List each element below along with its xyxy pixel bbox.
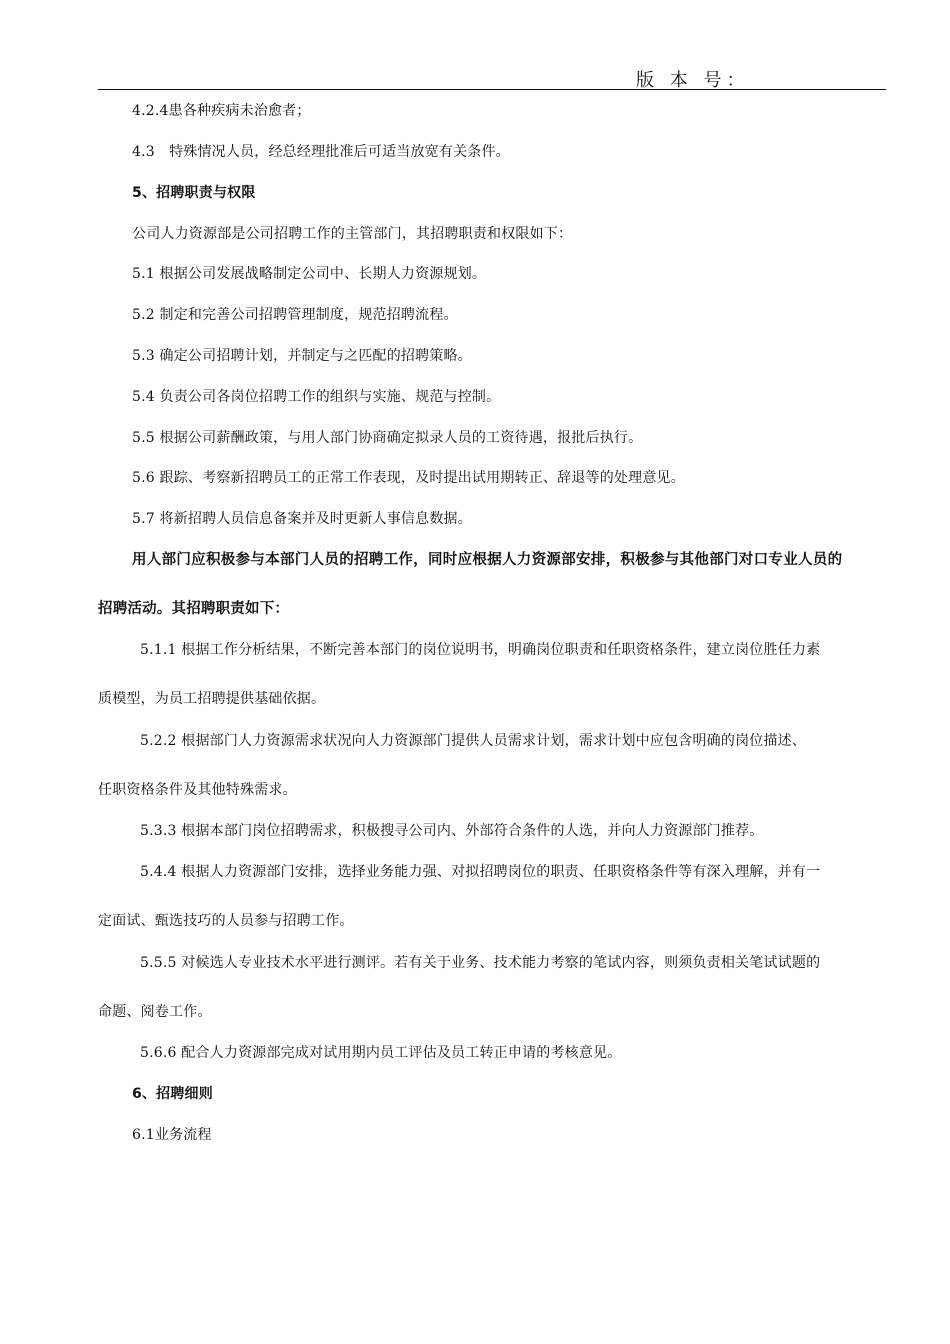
- clause-5-5-5-line1: 5.5.5 对候选人专业技术水平进行测评。若有关于业务、技术能力考察的笔试内容，则须负责相关笔试试题的: [140, 955, 821, 971]
- clause-5-1-1-line2: 质模型，为员工招聘提供基础依据。: [98, 691, 326, 707]
- clause-5-6-6: 5.6.6 配合人力资源部完成对试用期内员工评估及员工转正申请的考核意见。: [140, 1045, 622, 1061]
- dept-duties-paragraph-line2: 招聘活动。其招聘职责如下：: [98, 601, 290, 617]
- dept-duties-paragraph-line1: 用人部门应积极参与本部门人员的招聘工作，同时应根据人力资源部安排，积极参与其他部门对口专业人员的: [132, 552, 843, 568]
- clause-5-1-1-line1: 5.1.1 根据工作分析结果，不断完善本部门的岗位说明书，明确岗位职责和任职资格条件，建立岗位胜任力素: [140, 642, 821, 658]
- section-5-heading: 5、招聘职责与权限: [132, 185, 256, 201]
- clause-5-2-2-line2: 任职资格条件及其他特殊需求。: [98, 782, 297, 798]
- clause-5-6: 5.6 跟踪、考察新招聘员工的正常工作表现，及时提出试用期转正、辞退等的处理意见。: [132, 470, 685, 486]
- clause-6-1: 6.1业务流程: [132, 1127, 212, 1143]
- clause-5-3: 5.3 确定公司招聘计划，并制定与之匹配的招聘策略。: [132, 348, 472, 364]
- clause-4-2-4: 4.2.4患各种疾病未治愈者；: [132, 103, 311, 119]
- clause-5-4-4-line1: 5.4.4 根据人力资源部门安排，选择业务能力强、对拟招聘岗位的职责、任职资格条件等有深入理解，并有一: [140, 864, 821, 880]
- clause-5-2: 5.2 制定和完善公司招聘管理制度，规范招聘流程。: [132, 307, 458, 323]
- clause-5-5: 5.5 根据公司薪酬政策，与用人部门协商确定拟录人员的工资待遇，报批后执行。: [132, 430, 643, 446]
- clause-4-3: 4.3 特殊情况人员，经总经理批准后可适当放宽有关条件。: [132, 144, 510, 160]
- clause-5-3-3: 5.3.3 根据本部门岗位招聘需求，积极搜寻公司内、外部符合条件的人选，并向人力资源部门推荐。: [140, 823, 764, 839]
- clause-5-4: 5.4 负责公司各岗位招聘工作的组织与实施、规范与控制。: [132, 389, 501, 405]
- clause-5-5-5-line2: 命题、阅卷工作。: [98, 1004, 212, 1020]
- header-version-label: 版 本 号：: [636, 70, 750, 91]
- clause-5-1: 5.1 根据公司发展战略制定公司中、长期人力资源规划。: [132, 266, 487, 282]
- clause-5-4-4-line2: 定面试、甄选技巧的人员参与招聘工作。: [98, 913, 354, 929]
- clause-5-7: 5.7 将新招聘人员信息备案并及时更新人事信息数据。: [132, 511, 472, 527]
- section-6-heading: 6、招聘细则: [132, 1086, 213, 1102]
- clause-5-2-2-line1: 5.2.2 根据部门人力资源需求状况向人力资源部门提供人员需求计划，需求计划中应包含明确的岗位描述、: [140, 733, 807, 749]
- hr-intro-paragraph: 公司人力资源部是公司招聘工作的主管部门，其招聘职责和权限如下：: [132, 226, 573, 242]
- header-rule: [98, 89, 886, 90]
